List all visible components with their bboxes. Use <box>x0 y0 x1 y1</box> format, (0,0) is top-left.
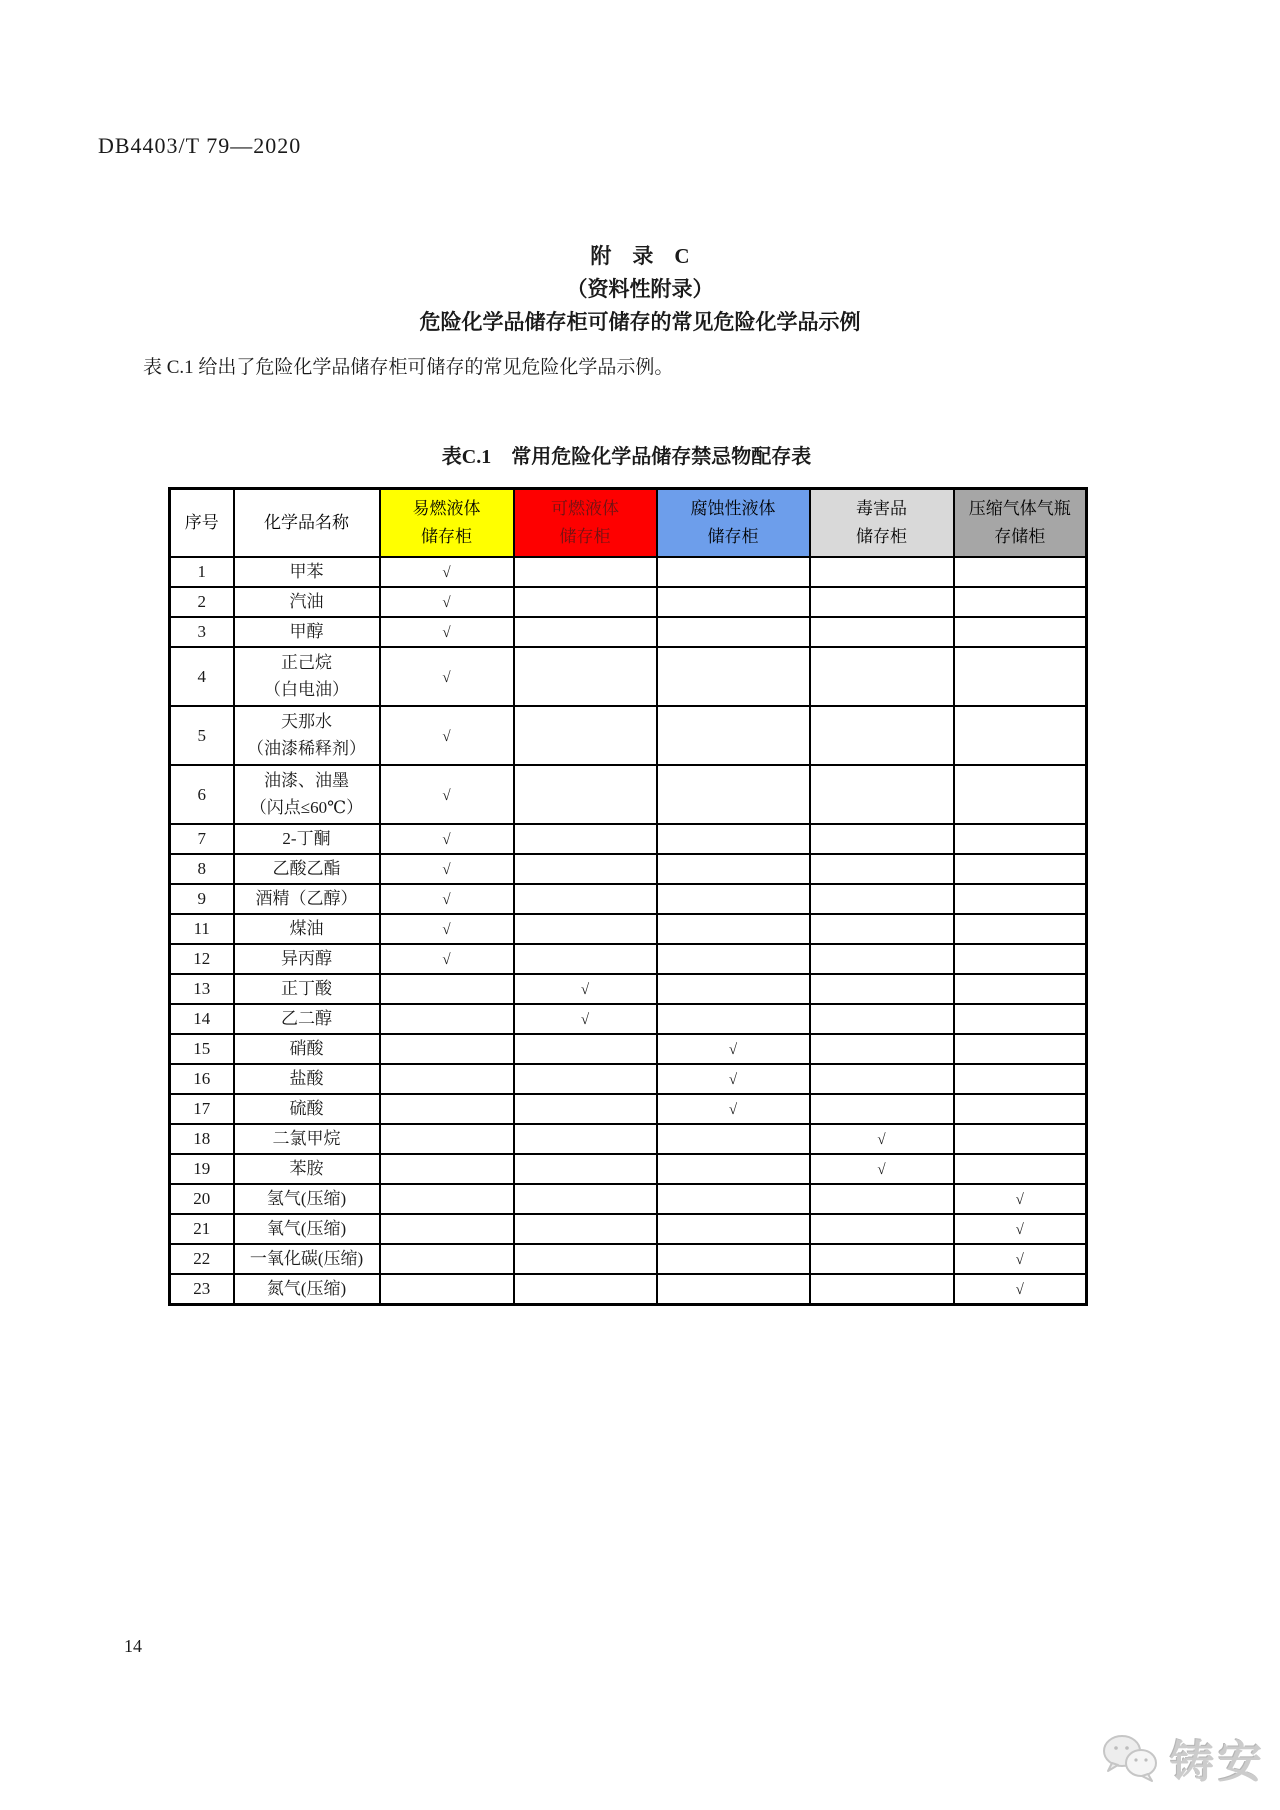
column-header-4 <box>657 489 810 558</box>
column-header-1 <box>234 489 380 558</box>
row-number-cell: 9 <box>170 884 234 914</box>
table-row <box>170 587 1087 617</box>
empty-cell <box>514 647 657 706</box>
row-number-cell: 3 <box>170 617 234 647</box>
empty-cell <box>954 884 1087 914</box>
empty-cell <box>514 557 657 587</box>
empty-cell <box>657 824 810 854</box>
check-mark: √ <box>442 728 451 745</box>
table-row <box>170 824 1087 854</box>
table-row <box>170 557 1087 587</box>
chemical-name-line1: 正己烷 <box>281 653 332 673</box>
chemical-name-line1: 异丙醇 <box>281 948 332 968</box>
table-row <box>170 706 1087 765</box>
column-header-0 <box>170 489 234 558</box>
empty-cell <box>954 647 1087 706</box>
chemical-name-cell <box>234 1274 380 1304</box>
empty-cell <box>810 1244 954 1274</box>
column-header-5 <box>810 489 954 558</box>
row-number-cell: 20 <box>170 1184 234 1214</box>
checkmark-cell <box>954 1184 1087 1214</box>
chemical-name-line1: 酒精（乙醇） <box>255 888 358 908</box>
row-number-cell: 18 <box>170 1124 234 1154</box>
chemical-name-line1: 二氯甲烷 <box>272 1128 341 1148</box>
chemical-name-line1: 甲醇 <box>289 621 324 641</box>
empty-cell <box>954 1004 1087 1034</box>
chemical-name-line1: 乙酸乙酯 <box>272 858 341 878</box>
check-mark: √ <box>442 922 451 938</box>
checkmark-cell <box>657 1094 810 1124</box>
appendix-title: 附 录 C <box>590 244 690 268</box>
empty-cell <box>810 1064 954 1094</box>
check-mark: √ <box>1015 1281 1024 1298</box>
empty-cell <box>380 1214 514 1244</box>
empty-cell <box>810 706 954 765</box>
standard-number: DB4403/T 79—2020 <box>98 133 302 158</box>
checkmark-cell <box>380 765 514 824</box>
chemical-name-line1: 氢气(压缩) <box>266 1188 347 1208</box>
empty-cell <box>657 1124 810 1154</box>
empty-cell <box>657 914 810 944</box>
column-header-line2: 储存柜 <box>707 527 759 546</box>
empty-cell <box>810 617 954 647</box>
watermark-text: 铸安 <box>1170 1738 1266 1787</box>
chemical-name-cell <box>234 884 380 914</box>
empty-cell <box>380 1244 514 1274</box>
table-row <box>170 854 1087 884</box>
column-header-line2: 存储柜 <box>994 527 1046 546</box>
empty-cell <box>380 1004 514 1034</box>
table-row <box>170 1184 1087 1214</box>
empty-cell <box>954 824 1087 854</box>
chemical-name-cell <box>234 617 380 647</box>
empty-cell <box>657 974 810 1004</box>
row-number-cell: 14 <box>170 1004 234 1034</box>
empty-cell <box>810 587 954 617</box>
table-row <box>170 944 1087 974</box>
chemical-name-line1: 氮气(压缩) <box>266 1278 347 1298</box>
row-number-cell: 15 <box>170 1034 234 1064</box>
empty-cell <box>380 974 514 1004</box>
chemical-name-cell <box>234 765 380 824</box>
row-number-cell: 7 <box>170 824 234 854</box>
chemical-name-line1: 硝酸 <box>289 1038 324 1058</box>
empty-cell <box>514 1274 657 1304</box>
empty-cell <box>810 765 954 824</box>
check-mark: √ <box>1015 1222 1024 1238</box>
watermark <box>1100 1726 1266 1790</box>
empty-cell <box>810 1214 954 1244</box>
empty-cell <box>380 1274 514 1304</box>
chemical-name-line1: 2-丁酮 <box>282 828 331 848</box>
check-mark: √ <box>442 669 451 686</box>
table-row <box>170 1064 1087 1094</box>
table-row <box>170 1124 1087 1154</box>
appendix-subtitle: （资料性附录） <box>566 277 714 301</box>
empty-cell <box>514 914 657 944</box>
check-mark: √ <box>580 982 590 998</box>
check-mark: √ <box>728 1102 738 1118</box>
empty-cell <box>657 854 810 884</box>
chemical-name-cell <box>234 557 380 587</box>
column-header-6 <box>954 489 1087 558</box>
column-header-line1: 可燃液体 <box>551 498 619 518</box>
checkmark-cell <box>514 1004 657 1034</box>
checkmark-cell <box>380 557 514 587</box>
column-header-line1: 毒害品 <box>856 498 907 518</box>
chemical-name-cell <box>234 1154 380 1184</box>
checkmark-cell <box>810 1124 954 1154</box>
empty-cell <box>514 1124 657 1154</box>
page-number: 14 <box>124 1636 142 1656</box>
empty-cell <box>657 765 810 824</box>
empty-cell <box>514 824 657 854</box>
empty-cell <box>514 1184 657 1214</box>
empty-cell <box>810 557 954 587</box>
empty-cell <box>954 914 1087 944</box>
empty-cell <box>514 1094 657 1124</box>
chemical-name-cell <box>234 706 380 765</box>
row-number-cell: 21 <box>170 1214 234 1244</box>
check-mark: √ <box>1015 1252 1024 1268</box>
chemical-name-cell <box>234 974 380 1004</box>
column-header-line1: 序号 <box>184 512 219 532</box>
chemical-name-cell <box>234 1184 380 1214</box>
empty-cell <box>514 1214 657 1244</box>
empty-cell <box>514 587 657 617</box>
chemical-name-line1: 一氧化碳(压缩) <box>249 1248 364 1268</box>
column-header-2 <box>380 489 514 558</box>
chemical-name-line1: 硫酸 <box>289 1098 324 1118</box>
check-mark: √ <box>442 787 451 804</box>
table-header-row <box>170 489 1087 558</box>
chemical-name-cell <box>234 1214 380 1244</box>
empty-cell <box>954 617 1087 647</box>
intro-paragraph: 表 C.1 给出了危险化学品储存柜可储存的常见危险化学品示例。 <box>143 357 674 378</box>
empty-cell <box>810 1004 954 1034</box>
chemical-name-line1: 正丁酸 <box>281 978 332 998</box>
chemical-name-cell <box>234 1004 380 1034</box>
checkmark-cell <box>380 854 514 884</box>
empty-cell <box>810 1274 954 1304</box>
empty-cell <box>810 944 954 974</box>
column-header-line1: 化学品名称 <box>264 512 349 532</box>
chemical-name-cell <box>234 944 380 974</box>
check-mark: √ <box>728 1072 738 1088</box>
empty-cell <box>954 944 1087 974</box>
table-row <box>170 1244 1087 1274</box>
chemical-name-cell <box>234 1124 380 1154</box>
empty-cell <box>810 1034 954 1064</box>
empty-cell <box>810 854 954 884</box>
check-mark: √ <box>728 1042 738 1058</box>
appendix-heading: 危险化学品储存柜可储存的常见危险化学品示例 <box>419 310 861 334</box>
table-caption: 表C.1 常用危险化学品储存禁忌物配存表 <box>441 446 812 468</box>
checkmark-cell <box>954 1274 1087 1304</box>
empty-cell <box>657 1004 810 1034</box>
empty-cell <box>380 1154 514 1184</box>
row-number-cell: 8 <box>170 854 234 884</box>
check-mark: √ <box>877 1132 886 1148</box>
table-row <box>170 765 1087 824</box>
empty-cell <box>514 706 657 765</box>
checkmark-cell <box>514 974 657 1004</box>
chemical-name-line1: 盐酸 <box>289 1068 324 1088</box>
row-number-cell: 16 <box>170 1064 234 1094</box>
table-row <box>170 1274 1087 1304</box>
empty-cell <box>810 1184 954 1214</box>
row-number-cell: 13 <box>170 974 234 1004</box>
empty-cell <box>810 824 954 854</box>
chemical-name-line2: （油漆稀释剂） <box>247 738 366 758</box>
table-row <box>170 647 1087 706</box>
empty-cell <box>657 647 810 706</box>
check-mark: √ <box>442 595 451 611</box>
chemical-name-line1: 苯胺 <box>289 1158 324 1178</box>
empty-cell <box>810 647 954 706</box>
empty-cell <box>514 765 657 824</box>
table-row <box>170 974 1087 1004</box>
check-mark: √ <box>877 1162 886 1178</box>
empty-cell <box>514 944 657 974</box>
empty-cell <box>954 1124 1087 1154</box>
chemical-name-line2: （白电油） <box>264 679 349 699</box>
row-number-cell: 19 <box>170 1154 234 1184</box>
table-row <box>170 1094 1087 1124</box>
check-mark: √ <box>442 892 451 908</box>
checkmark-cell <box>380 914 514 944</box>
appendix-title-block <box>0 240 1280 339</box>
empty-cell <box>954 1154 1087 1184</box>
chemical-name-cell <box>234 1094 380 1124</box>
empty-cell <box>657 617 810 647</box>
empty-cell <box>657 587 810 617</box>
row-number-cell: 2 <box>170 587 234 617</box>
column-header-line1: 压缩气体气瓶 <box>968 498 1071 518</box>
chemical-name-cell <box>234 647 380 706</box>
empty-cell <box>810 884 954 914</box>
empty-cell <box>954 706 1087 765</box>
empty-cell <box>380 1184 514 1214</box>
checkmark-cell <box>954 1244 1087 1274</box>
empty-cell <box>514 1154 657 1184</box>
chemical-name-line1: 甲苯 <box>289 561 324 581</box>
table-row <box>170 1004 1087 1034</box>
empty-cell <box>380 1064 514 1094</box>
empty-cell <box>514 1064 657 1094</box>
empty-cell <box>514 617 657 647</box>
row-number-cell: 6 <box>170 765 234 824</box>
empty-cell <box>657 1214 810 1244</box>
chemical-name-line2: （闪点≤60℃） <box>249 797 364 817</box>
checkmark-cell <box>380 587 514 617</box>
row-number-cell: 17 <box>170 1094 234 1124</box>
chemical-name-line1: 天那水 <box>281 712 332 732</box>
table-row <box>170 617 1087 647</box>
column-header-3 <box>514 489 657 558</box>
checkmark-cell <box>380 647 514 706</box>
checkmark-cell <box>954 1214 1087 1244</box>
chemical-name-line1: 氧气(压缩) <box>266 1218 347 1238</box>
chemical-name-cell <box>234 854 380 884</box>
checkmark-cell <box>657 1064 810 1094</box>
empty-cell <box>954 765 1087 824</box>
check-mark: √ <box>442 952 451 968</box>
empty-cell <box>657 944 810 974</box>
wechat-logo-icon <box>1100 1732 1162 1784</box>
check-mark: √ <box>442 832 451 848</box>
column-header-line1: 易燃液体 <box>412 498 481 518</box>
empty-cell <box>657 706 810 765</box>
empty-cell <box>514 854 657 884</box>
table-row <box>170 1154 1087 1184</box>
chemical-name-line1: 汽油 <box>289 591 324 611</box>
check-mark: √ <box>442 625 451 641</box>
row-number-cell: 11 <box>170 914 234 944</box>
empty-cell <box>810 1094 954 1124</box>
empty-cell <box>954 587 1087 617</box>
row-number-cell: 23 <box>170 1274 234 1304</box>
empty-cell <box>810 914 954 944</box>
checkmark-cell <box>380 617 514 647</box>
chemical-name-line1: 煤油 <box>289 918 324 938</box>
empty-cell <box>954 557 1087 587</box>
check-mark: √ <box>580 1012 590 1028</box>
empty-cell <box>810 974 954 1004</box>
column-header-line2: 储存柜 <box>421 527 472 546</box>
check-mark: √ <box>442 862 451 878</box>
column-header-line1: 腐蚀性液体 <box>690 498 776 518</box>
column-header-line2: 储存柜 <box>559 527 611 546</box>
chemical-name-cell <box>234 914 380 944</box>
chemical-name-cell <box>234 1034 380 1064</box>
empty-cell <box>657 1154 810 1184</box>
row-number-cell: 4 <box>170 647 234 706</box>
table-row <box>170 884 1087 914</box>
empty-cell <box>657 884 810 914</box>
empty-cell <box>514 1244 657 1274</box>
chemical-name-cell <box>234 1064 380 1094</box>
row-number-cell: 22 <box>170 1244 234 1274</box>
empty-cell <box>954 1034 1087 1064</box>
row-number-cell: 12 <box>170 944 234 974</box>
empty-cell <box>380 1124 514 1154</box>
row-number-cell: 5 <box>170 706 234 765</box>
empty-cell <box>657 1184 810 1214</box>
empty-cell <box>380 1034 514 1064</box>
chemical-name-line1: 油漆、油墨 <box>264 771 349 791</box>
table-row <box>170 1034 1087 1064</box>
row-number-cell: 1 <box>170 557 234 587</box>
chemical-name-cell <box>234 1244 380 1274</box>
empty-cell <box>954 1094 1087 1124</box>
column-header-line2: 储存柜 <box>856 527 907 546</box>
storage-compatibility-table <box>168 487 1088 1306</box>
empty-cell <box>514 884 657 914</box>
empty-cell <box>657 1274 810 1304</box>
chemical-name-cell <box>234 587 380 617</box>
checkmark-cell <box>657 1034 810 1064</box>
checkmark-cell <box>380 944 514 974</box>
empty-cell <box>954 1064 1087 1094</box>
checkmark-cell <box>380 706 514 765</box>
check-mark: √ <box>1015 1192 1024 1208</box>
table-row <box>170 1214 1087 1244</box>
empty-cell <box>954 854 1087 884</box>
checkmark-cell <box>810 1154 954 1184</box>
empty-cell <box>657 557 810 587</box>
checkmark-cell <box>380 824 514 854</box>
empty-cell <box>954 974 1087 1004</box>
chemical-name-cell <box>234 824 380 854</box>
empty-cell <box>657 1244 810 1274</box>
empty-cell <box>514 1034 657 1064</box>
check-mark: √ <box>442 565 451 581</box>
empty-cell <box>380 1094 514 1124</box>
checkmark-cell <box>380 884 514 914</box>
chemical-name-line1: 乙二醇 <box>281 1008 332 1028</box>
table-row <box>170 914 1087 944</box>
